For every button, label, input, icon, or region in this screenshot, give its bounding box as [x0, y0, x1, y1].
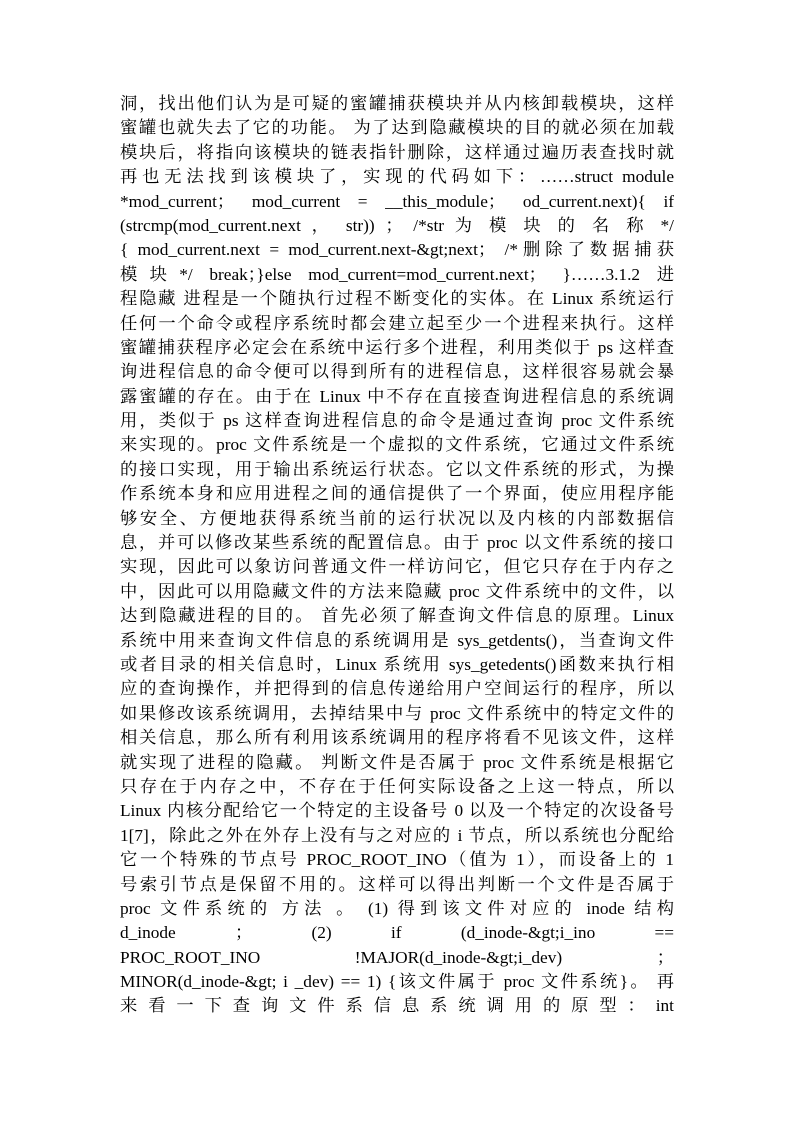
text-line: 作系统本身和应用进程之间的通信提供了一个界面，使应用程序能	[120, 484, 674, 504]
text-line: 模块*/ break；}else mod_current=mod_current.next； }……3.1.2 进	[120, 264, 674, 284]
text-line: 来 看 一 下 查 询 文 件 系 信 息 系 统 调 用 的 原 型 ： int	[120, 996, 674, 1016]
text-line: 息，并可以修改某些系统的配置信息。由于 proc 以文件系统的接口	[120, 533, 674, 553]
text-line: 如果修改该系统调用，去掉结果中与 proc 文件系统中的特定文件的	[120, 703, 674, 723]
text-line: 就实现了进程的隐藏。 判断文件是否属于 proc 文件系统是根据它	[120, 752, 674, 772]
text-line: 应的查询操作，并把得到的信息传递给用户空间运行的程序，所以	[120, 679, 674, 699]
text-line: 用，类似于 ps 这样查询进程信息的命令是通过查询 proc 文件系统	[120, 411, 674, 431]
text-line: 1[7]，除此之外在外存上没有与之对应的 i 节点，所以系统也分配给	[120, 825, 674, 845]
text-line: 露蜜罐的存在。由于在 Linux 中不存在直接查询进程信息的系统调	[120, 386, 674, 406]
text-line: d_inode ； (2) if (d_inode-&gt;i_ino ==	[120, 923, 674, 943]
text-line: 号索引节点是保留不用的。这样可以得出判断一个文件是否属于	[120, 874, 674, 894]
text-line: 或者目录的相关信息时，Linux 系统用 sys_getedents()函数来执行相	[120, 654, 674, 674]
text-line: 相关信息，那么所有利用该系统调用的程序将看不见该文件，这样	[120, 728, 674, 748]
text-line: 模块后，将指向该模块的链表指针删除，这样通过遍历表查找时就	[120, 142, 674, 162]
text-line: 来实现的。proc 文件系统是一个虚拟的文件系统，它通过文件系统	[120, 435, 674, 455]
text-line: 达到隐藏进程的目的。 首先必须了解查询文件信息的原理。Linux	[120, 606, 674, 626]
text-line: 系统中用来查询文件信息的系统调用是 sys_getdents()，当查询文件	[120, 630, 674, 650]
text-line: (strcmp(mod_current.next ， str)) ； /*str 为 模 块 的 名 称 */	[120, 215, 674, 235]
text-line: 只存在于内存之中，不存在于任何实际设备之上这一特点，所以	[120, 776, 674, 796]
text-line: *mod_current； mod_current = __this_module； od_current.next){ if	[120, 191, 674, 211]
text-line: MINOR(d_inode-&gt; i _dev) == 1) {该文件属于 proc 文件系统}。 再	[120, 972, 674, 992]
text-line: 询进程信息的命令便可以得到所有的进程信息，这样很容易就会暴	[120, 362, 674, 382]
text-line: 再也无法找到该模块了，实现的代码如下：……struct module	[120, 167, 674, 187]
text-line: Linux 内核分配给它一个特定的主设备号 0 以及一个特定的次设备号	[120, 801, 674, 821]
text-line: proc 文件系统的 方法 。 (1) 得到该文件对应的 inode 结构	[120, 898, 674, 918]
text-line: 程隐藏 进程是一个随执行过程不断变化的实体。在 Linux 系统运行	[120, 289, 674, 309]
text-line: 任何一个命令或程序系统时都会建立起至少一个进程来执行。这样	[120, 313, 674, 333]
text-line: 中，因此可以用隐藏文件的方法来隐藏 proc 文件系统中的文件，以	[120, 581, 674, 601]
text-line: 蜜罐也就失去了它的功能。 为了达到隐藏模块的目的就必须在加载	[120, 118, 674, 138]
text-line: 蜜罐捕获程序必定会在系统中运行多个进程，利用类似于 ps 这样查	[120, 337, 674, 357]
text-line: { mod_current.next = mod_current.next-&gt;next； /*删除了数据捕获	[120, 240, 674, 260]
text-line: 的接口实现，用于输出系统运行状态。它以文件系统的形式，为操	[120, 459, 674, 479]
text-line: 够安全、方便地获得系统当前的运行状况以及内核的内部数据信	[120, 508, 674, 528]
document-body	[120, 92, 674, 1019]
text-line: 它一个特殊的节点号 PROC_ROOT_INO（值为 1），而设备上的 1	[120, 850, 674, 870]
text-line: 实现，因此可以象访问普通文件一样访问它，但它只存在于内存之	[120, 557, 674, 577]
text-line: 洞，找出他们认为是可疑的蜜罐捕获模块并从内核卸载模块，这样	[120, 94, 674, 113]
text-line: PROC_ROOT_INO !MAJOR(d_inode-&gt;i_dev) ；	[120, 947, 674, 967]
